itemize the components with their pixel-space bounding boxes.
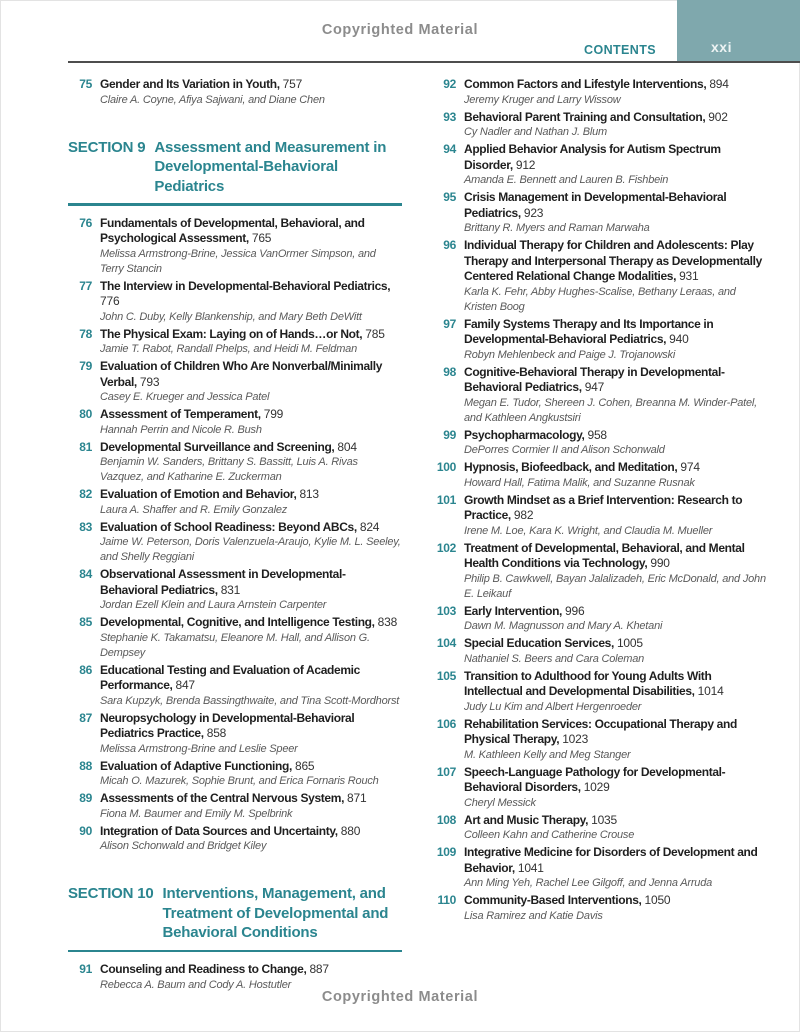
chapter-entry <box>428 493 766 539</box>
contents-header-label: CONTENTS <box>584 43 656 57</box>
chapter-title: Speech-Language Pathology for Developmental-Behavioral Disorders, 1029 <box>464 764 726 794</box>
chapter-authors: Micah O. Mazurek, Sophie Brunt, and Erica Fornaris Rouch <box>100 775 379 787</box>
chapter-page-number: 912 <box>515 157 536 172</box>
chapter-title: Integrative Medicine for Disorders of Development and Behavior, 1041 <box>464 845 758 875</box>
chapter-entry <box>428 541 766 602</box>
chapter-authors: Melissa Armstrong-Brine and Leslie Speer <box>100 742 298 755</box>
chapter-authors: Melissa Armstrong-Brine, Jessica VanOrmer Simpson, and Terry Stancin <box>100 247 376 275</box>
chapter-page-number: 765 <box>251 231 272 245</box>
chapter-number: 98 <box>443 364 456 379</box>
chapter-entry <box>428 636 766 667</box>
chapter-entry <box>64 663 402 709</box>
chapter-title: Behavioral Parent Training and Consultation, 902 <box>464 109 728 124</box>
section-divider <box>68 950 402 953</box>
chapter-entry <box>64 359 402 405</box>
chapter-authors: Laura A. Shaffer and R. Emily Gonzalez <box>100 503 288 516</box>
chapter-entry <box>64 279 402 325</box>
chapter-entry <box>428 845 766 891</box>
chapter-title: Evaluation of Adaptive Functioning, 865 <box>100 758 315 773</box>
chapter-entry <box>428 142 766 188</box>
chapter-page-number: 1023 <box>562 732 589 746</box>
chapter-entry <box>428 765 766 811</box>
chapter-authors: Casey E. Krueger and Jessica Patel <box>100 391 270 403</box>
chapter-authors: Brittany R. Myers and Raman Marwaha <box>464 222 650 234</box>
chapter-authors: Irene M. Loe, Kara K. Wright, and Claudia M. Mueller <box>464 524 713 537</box>
chapter-number: 84 <box>79 567 92 581</box>
chapter-page-number: 804 <box>337 439 357 454</box>
chapter-authors: Jaime W. Peterson, Doris Valenzuela-Araujo, Kylie M. L. Seeley, and Shelly Reggiani <box>100 536 401 563</box>
chapter-authors: Cy Nadler and Nathan J. Blum <box>464 126 607 138</box>
chapter-page-number: 824 <box>359 519 380 534</box>
chapter-number: 100 <box>436 460 456 474</box>
chapter-authors: Fiona M. Baumer and Emily M. Spelbrink <box>100 807 293 820</box>
chapter-page-number: 813 <box>299 487 319 501</box>
chapter-number: 77 <box>79 278 92 293</box>
chapter-page-number: 858 <box>206 726 227 740</box>
chapter-entry <box>64 615 402 661</box>
chapter-authors: Sara Kupzyk, Brenda Bassingthwaite, and Tina Scott-Mordhorst <box>100 694 400 707</box>
toc-left-column <box>64 77 402 995</box>
chapter-entry <box>64 962 402 993</box>
chapter-entry <box>428 893 766 924</box>
chapter-number: 80 <box>79 407 92 421</box>
chapter-title: Integration of Data Sources and Uncertainty, 880 <box>100 823 361 838</box>
chapter-entry <box>64 407 402 438</box>
chapter-entry <box>428 717 766 763</box>
chapter-entry <box>64 440 402 486</box>
chapter-number: 79 <box>79 359 92 373</box>
chapter-entry <box>64 567 402 613</box>
chapter-number: 78 <box>79 326 92 341</box>
chapter-entry <box>428 365 766 426</box>
chapter-title: Counseling and Readiness to Change, 887 <box>100 962 329 976</box>
chapter-page-number: 940 <box>669 332 689 346</box>
chapter-title: Fundamentals of Developmental, Behavioral, and Psychological Assessment, 765 <box>100 215 365 245</box>
chapter-entry <box>428 669 766 715</box>
chapter-number: 107 <box>436 764 456 779</box>
chapter-number: 108 <box>436 812 456 827</box>
chapter-entry <box>64 824 402 855</box>
chapter-title: Transition to Adulthood for Young Adults With Intellectual and Developmental Disabilities, 1014 <box>464 668 724 698</box>
chapter-title: The Physical Exam: Laying on of Hands…or Not, 785 <box>100 326 385 341</box>
chapter-page-number: 1029 <box>583 780 610 794</box>
chapter-title: The Interview in Developmental-Behavioral Pediatrics, 776 <box>100 278 391 308</box>
chapter-number: 109 <box>436 845 456 859</box>
chapter-number: 75 <box>79 77 92 91</box>
chapter-number: 89 <box>79 791 92 805</box>
chapter-authors: DePorres Cormier II and Alison Schonwald <box>464 444 665 456</box>
chapter-title: Applied Behavior Analysis for Autism Spectrum Disorder, 912 <box>464 142 721 172</box>
chapter-page-number: 947 <box>584 380 605 394</box>
chapter-title: Art and Music Therapy, 1035 <box>464 812 617 827</box>
chapter-title: Treatment of Developmental, Behavioral, and Mental Health Conditions via Technology, 990 <box>464 540 745 570</box>
chapter-title: Evaluation of Children Who Are Nonverbal/Minimally Verbal, 793 <box>100 359 383 389</box>
chapter-entry <box>428 428 766 459</box>
chapter-authors: Rebecca A. Baum and Cody A. Hostutler <box>100 978 292 991</box>
chapter-page-number: 793 <box>139 374 160 389</box>
chapter-number: 90 <box>79 823 92 838</box>
chapter-page-number: 880 <box>340 823 361 838</box>
chapter-number: 101 <box>436 492 456 507</box>
section-title: Interventions, Management, and Treatment of Developmental and Behavioral Conditions <box>162 885 389 941</box>
chapter-number: 97 <box>443 316 456 331</box>
chapter-number: 87 <box>79 710 92 725</box>
chapter-number: 81 <box>79 439 92 454</box>
chapter-number: 99 <box>443 427 456 442</box>
chapter-title: Educational Testing and Evaluation of Academic Performance, 847 <box>100 662 360 692</box>
chapter-title: Assessments of the Central Nervous System, 871 <box>100 791 367 805</box>
chapter-entry <box>428 813 766 844</box>
chapter-entry <box>428 238 766 315</box>
chapter-title: Evaluation of School Readiness: Beyond ABCs, 824 <box>100 519 380 534</box>
chapter-page-number: 1005 <box>616 636 643 650</box>
chapter-page-number: 776 <box>100 294 120 308</box>
toc-columns <box>64 77 766 995</box>
chapter-page-number: 1041 <box>517 860 544 875</box>
chapter-page-number: 1035 <box>591 812 617 827</box>
section-label: SECTION 10 <box>68 885 154 902</box>
chapter-title: Community-Based Interventions, 1050 <box>464 893 671 907</box>
section-divider <box>68 203 402 206</box>
section-title: Assessment and Measurement in Developmental-Behavioral Pediatrics <box>154 138 387 195</box>
chapter-authors: M. Kathleen Kelly and Meg Stanger <box>464 748 631 761</box>
chapter-title: Assessment of Temperament, 799 <box>100 407 284 421</box>
chapter-authors: Robyn Mehlenbeck and Paige J. Trojanowski <box>464 348 676 361</box>
chapter-entry <box>64 791 402 822</box>
copyright-notice-bottom: Copyrighted Material <box>321 989 479 1005</box>
chapter-page-number: 931 <box>679 269 699 283</box>
chapter-page-number: 799 <box>263 407 284 421</box>
chapter-entry <box>428 317 766 363</box>
toc-right-column <box>428 77 766 995</box>
chapter-number: 95 <box>443 190 456 204</box>
page-number: xxi <box>711 39 732 55</box>
chapter-title: Growth Mindset as a Brief Intervention: Research to Practice, 982 <box>464 492 743 522</box>
chapter-number: 96 <box>443 238 456 252</box>
chapter-number: 102 <box>436 540 456 555</box>
chapter-authors: Alison Schonwald and Bridget Kiley <box>100 840 267 852</box>
section-heading <box>64 884 402 952</box>
chapter-title: Early Intervention, 996 <box>464 603 585 618</box>
section-label: SECTION 9 <box>68 138 146 156</box>
chapter-number: 106 <box>436 716 456 731</box>
chapter-authors: Howard Hall, Fatima Malik, and Suzanne Rusnak <box>464 476 695 489</box>
chapter-authors: Ann Ming Yeh, Rachel Lee Gilgoff, and Jenna Arruda <box>464 877 713 889</box>
chapter-authors: John C. Duby, Kelly Blankenship, and Mary Beth DeWitt <box>100 310 362 323</box>
chapter-page-number: 1050 <box>644 893 671 907</box>
chapter-authors: Dawn M. Magnusson and Mary A. Khetani <box>464 620 663 632</box>
chapter-number: 83 <box>79 519 92 534</box>
chapter-number: 94 <box>443 142 456 156</box>
chapter-page-number: 974 <box>680 460 700 474</box>
chapter-number: 76 <box>79 215 92 230</box>
chapter-page-number: 887 <box>309 962 329 976</box>
chapter-title: Family Systems Therapy and Its Importance in Developmental-Behavioral Pediatrics, 940 <box>464 316 714 346</box>
chapter-title: Cognitive-Behavioral Therapy in Developmental-Behavioral Pediatrics, 947 <box>464 364 725 394</box>
chapter-authors: Nathaniel S. Beers and Cara Coleman <box>464 652 645 665</box>
chapter-page-number: 996 <box>565 603 585 618</box>
chapter-entry <box>64 327 402 358</box>
chapter-title: Common Factors and Lifestyle Interventions, 894 <box>464 77 729 91</box>
chapter-number: 93 <box>443 109 456 124</box>
chapter-authors: Colleen Kahn and Catherine Crouse <box>464 829 635 841</box>
chapter-page-number: 902 <box>708 109 728 124</box>
copyright-notice-top: Copyrighted Material <box>321 22 479 38</box>
chapter-entry <box>428 110 766 141</box>
chapter-page-number: 982 <box>513 508 534 522</box>
chapter-authors: Jamie T. Rabot, Randall Phelps, and Heidi M. Feldman <box>100 343 357 355</box>
chapter-entry <box>428 604 766 635</box>
chapter-page-number: 923 <box>523 205 544 220</box>
chapter-title: Evaluation of Emotion and Behavior, 813 <box>100 487 319 501</box>
chapter-page-number: 831 <box>220 582 241 597</box>
chapter-title: Developmental, Cognitive, and Intelligence Testing, 838 <box>100 615 398 629</box>
chapter-page-number: 865 <box>294 758 315 773</box>
chapter-entry <box>64 520 402 566</box>
chapter-number: 105 <box>436 668 456 683</box>
chapter-authors: Karla K. Fehr, Abby Hughes-Scalise, Bethany Leraas, and Kristen Boog <box>464 285 736 313</box>
chapter-title: Developmental Surveillance and Screening, 804 <box>100 439 357 454</box>
chapter-authors: Lisa Ramirez and Katie Davis <box>464 909 603 922</box>
chapter-page-number: 990 <box>650 556 670 570</box>
chapter-title: Observational Assessment in Developmental-Behavioral Pediatrics, 831 <box>100 567 346 597</box>
chapter-page-number: 958 <box>587 427 607 442</box>
chapter-entry <box>64 759 402 790</box>
chapter-number: 103 <box>436 603 456 618</box>
chapter-entry <box>64 216 402 277</box>
chapter-number: 104 <box>436 636 456 650</box>
chapter-entry <box>428 460 766 491</box>
chapter-page-number: 847 <box>175 678 195 692</box>
chapter-page-number: 785 <box>365 326 385 341</box>
chapter-title: Psychopharmacology, 958 <box>464 427 607 442</box>
chapter-number: 86 <box>79 662 92 677</box>
chapter-page-number: 1014 <box>697 684 724 698</box>
chapter-title: Rehabilitation Services: Occupational Therapy and Physical Therapy, 1023 <box>464 716 737 746</box>
chapter-authors: Claire A. Coyne, Afiya Sajwani, and Diane Chen <box>100 93 325 106</box>
chapter-authors: Judy Lu Kim and Albert Hergenroeder <box>464 700 642 713</box>
chapter-authors: Philip B. Cawkwell, Bayan Jalalizadeh, Eric McDonald, and John E. Leikauf <box>464 572 766 600</box>
chapter-number: 110 <box>437 893 456 907</box>
chapter-page-number: 757 <box>282 77 303 91</box>
chapter-title: Special Education Services, 1005 <box>464 636 643 650</box>
chapter-number: 85 <box>79 615 92 629</box>
chapter-authors: Hannah Perrin and Nicole R. Bush <box>100 423 262 436</box>
chapter-number: 92 <box>443 77 456 91</box>
chapter-authors: Megan E. Tudor, Shereen J. Cohen, Breanna M. Winder-Patel, and Kathleen Angkustsiri <box>464 396 758 424</box>
chapter-authors: Cheryl Messick <box>464 796 536 809</box>
chapter-number: 91 <box>79 962 92 976</box>
header-rule <box>68 61 800 63</box>
chapter-title: Neuropsychology in Developmental-Behavioral Pediatrics Practice, 858 <box>100 710 355 740</box>
chapter-title: Gender and Its Variation in Youth, 757 <box>100 77 303 91</box>
chapter-entry <box>64 711 402 757</box>
chapter-authors: Stephanie K. Takamatsu, Eleanore M. Hall, and Allison G. Dempsey <box>100 631 370 659</box>
chapter-page-number: 871 <box>347 791 367 805</box>
chapter-title: Individual Therapy for Children and Adolescents: Play Therapy and Interpersonal Therapy as Developmentally Centered Relational Change Modalities, 931 <box>464 238 762 283</box>
chapter-entry <box>428 77 766 108</box>
chapter-page-number: 838 <box>377 615 398 629</box>
chapter-entry <box>64 77 402 108</box>
page-number-tab <box>677 0 800 61</box>
chapter-authors: Amanda E. Bennett and Lauren B. Fishbein <box>464 174 669 186</box>
chapter-title: Crisis Management in Developmental-Behavioral Pediatrics, 923 <box>464 190 727 220</box>
chapter-page-number: 894 <box>709 77 729 91</box>
chapter-number: 82 <box>79 487 92 501</box>
chapter-authors: Benjamin W. Sanders, Brittany S. Bassitt, Luis A. Rivas Vazquez, and Katharine E. Zuckerman <box>100 456 358 483</box>
chapter-entry <box>428 190 766 236</box>
chapter-authors: Jordan Ezell Klein and Laura Arnstein Carpenter <box>100 599 327 611</box>
chapter-number: 88 <box>79 758 92 773</box>
chapter-authors: Jeremy Kruger and Larry Wissow <box>464 93 621 106</box>
section-heading <box>64 138 402 206</box>
chapter-title: Hypnosis, Biofeedback, and Meditation, 974 <box>464 460 700 474</box>
chapter-entry <box>64 487 402 518</box>
